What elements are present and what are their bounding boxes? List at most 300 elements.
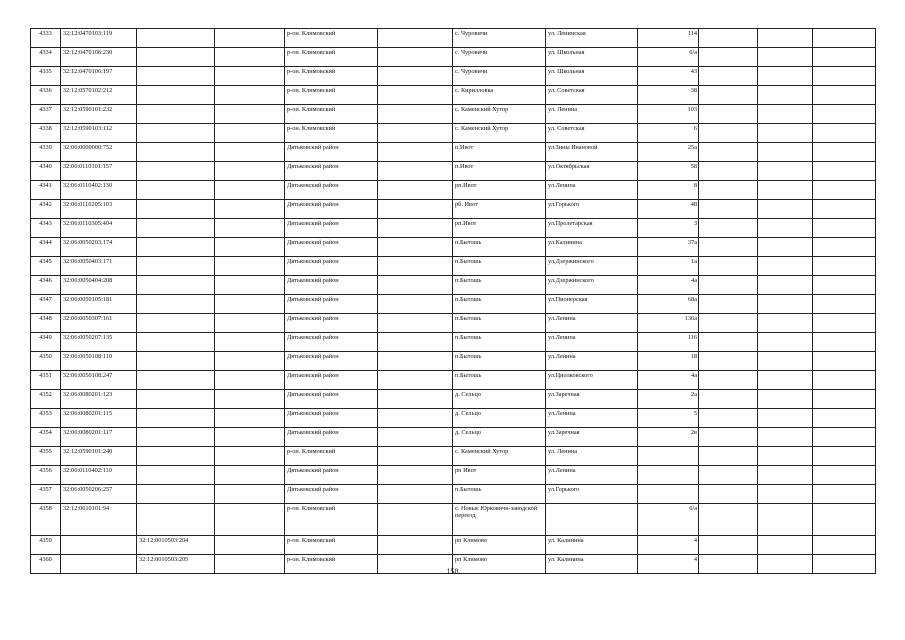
row-number-cell: 4360 [31, 555, 61, 574]
cadastral-number-alt-cell [137, 428, 215, 447]
empty-cell [378, 105, 453, 124]
empty-cell [758, 257, 813, 276]
row-number-cell: 4351 [31, 371, 61, 390]
empty-cell [813, 124, 876, 143]
cadastral-number-alt-cell [137, 86, 215, 105]
table-row [31, 181, 876, 200]
empty-cell [215, 333, 285, 352]
empty-cell [813, 67, 876, 86]
district-cell: Дятьковский район [285, 143, 378, 162]
empty-cell [758, 447, 813, 466]
table-body [31, 29, 876, 574]
locality-cell: д. Сельцо [453, 390, 546, 409]
empty-cell [215, 390, 285, 409]
empty-cell [699, 181, 758, 200]
empty-cell [758, 200, 813, 219]
street-cell: ул. Ленина [546, 105, 638, 124]
empty-cell [813, 295, 876, 314]
empty-cell [758, 276, 813, 295]
table-row [31, 447, 876, 466]
cadastral-number-cell: 32:12:0570102:212 [61, 86, 137, 105]
locality-cell: рб. Ивот [453, 200, 546, 219]
empty-cell [813, 105, 876, 124]
cadastral-number-cell: 32:06:0050403:171 [61, 257, 137, 276]
empty-cell [215, 371, 285, 390]
house-number-cell [638, 466, 699, 485]
empty-cell [378, 29, 453, 48]
empty-cell [758, 48, 813, 67]
cadastral-number-cell [61, 536, 137, 555]
empty-cell [758, 181, 813, 200]
house-number-cell: 2в [638, 428, 699, 447]
cadastral-number-alt-cell [137, 143, 215, 162]
empty-cell [813, 162, 876, 181]
empty-cell [699, 536, 758, 555]
locality-cell: рп Климово [453, 555, 546, 574]
empty-cell [699, 390, 758, 409]
locality-cell: п.Бытошь [453, 352, 546, 371]
district-cell: р-он. Климовский [285, 536, 378, 555]
empty-cell [378, 143, 453, 162]
empty-cell [378, 162, 453, 181]
street-cell: ул.Дзержинского [546, 257, 638, 276]
cadastral-number-alt-cell [137, 276, 215, 295]
locality-cell: с. Кирилловка [453, 86, 546, 105]
street-cell: ул. Ленина [546, 447, 638, 466]
empty-cell [378, 219, 453, 238]
empty-cell [215, 485, 285, 504]
street-cell: ул.Циолковского [546, 371, 638, 390]
empty-cell [378, 238, 453, 257]
locality-cell: с. Чуровичи [453, 29, 546, 48]
locality-cell: п.Бытошь [453, 276, 546, 295]
empty-cell [813, 466, 876, 485]
street-cell: ул.Ленина [546, 466, 638, 485]
empty-cell [813, 333, 876, 352]
registry-sheet [30, 28, 875, 574]
street-cell: ул.Пролетарская [546, 219, 638, 238]
house-number-cell: 103 [638, 105, 699, 124]
cadastral-number-alt-cell [137, 390, 215, 409]
district-cell: Дятьковский район [285, 276, 378, 295]
empty-cell [215, 276, 285, 295]
district-cell: Дятьковский район [285, 352, 378, 371]
house-number-cell: 68а [638, 295, 699, 314]
row-number-cell: 4350 [31, 352, 61, 371]
street-cell: ул. Школьная [546, 67, 638, 86]
empty-cell [215, 536, 285, 555]
table-row [31, 295, 876, 314]
locality-cell: рп Ивот [453, 466, 546, 485]
table-row [31, 143, 876, 162]
locality-cell: п.Ивот [453, 143, 546, 162]
empty-cell [813, 276, 876, 295]
cadastral-number-alt-cell [137, 447, 215, 466]
row-number-cell: 4346 [31, 276, 61, 295]
cadastral-number-cell: 32:06:0050108:247 [61, 371, 137, 390]
district-cell: Дятьковский район [285, 485, 378, 504]
empty-cell [699, 48, 758, 67]
empty-cell [699, 67, 758, 86]
empty-cell [758, 219, 813, 238]
empty-cell [215, 504, 285, 536]
cadastral-number-cell: 32:06:0050203:174 [61, 238, 137, 257]
row-number-cell: 4349 [31, 333, 61, 352]
cadastral-number-cell: 32:12:0590103:112 [61, 124, 137, 143]
locality-cell: рп Климово [453, 536, 546, 555]
empty-cell [758, 504, 813, 536]
district-cell: р-он. Климовский [285, 48, 378, 67]
house-number-cell: 4а [638, 276, 699, 295]
empty-cell [699, 504, 758, 536]
empty-cell [813, 409, 876, 428]
empty-cell [758, 67, 813, 86]
empty-cell [699, 295, 758, 314]
cadastral-number-alt-cell [137, 29, 215, 48]
house-number-cell: 6/а [638, 504, 699, 536]
street-cell: ул.Ленина [546, 314, 638, 333]
locality-cell: п.Бытошь [453, 314, 546, 333]
street-cell: ул.Ленина [546, 333, 638, 352]
empty-cell [378, 86, 453, 105]
empty-cell [813, 181, 876, 200]
empty-cell [378, 485, 453, 504]
table-row [31, 219, 876, 238]
empty-cell [758, 428, 813, 447]
table-row [31, 371, 876, 390]
row-number-cell: 4338 [31, 124, 61, 143]
house-number-cell: 18 [638, 352, 699, 371]
empty-cell [215, 219, 285, 238]
empty-cell [215, 105, 285, 124]
cadastral-number-alt-cell [137, 48, 215, 67]
empty-cell [215, 466, 285, 485]
empty-cell [758, 29, 813, 48]
empty-cell [758, 390, 813, 409]
cadastral-number-cell: 32:06:0080201:117 [61, 428, 137, 447]
row-number-cell: 4341 [31, 181, 61, 200]
empty-cell [699, 257, 758, 276]
street-cell: ул.Октябрьская [546, 162, 638, 181]
cadastral-number-alt-cell [137, 219, 215, 238]
property-registry-table [30, 28, 876, 574]
house-number-cell: 43 [638, 67, 699, 86]
district-cell: Дятьковский район [285, 181, 378, 200]
empty-cell [699, 333, 758, 352]
empty-cell [215, 257, 285, 276]
street-cell: ул. Советская [546, 86, 638, 105]
district-cell: р-он. Климовский [285, 67, 378, 86]
house-number-cell: 48 [638, 200, 699, 219]
empty-cell [699, 124, 758, 143]
empty-cell [378, 314, 453, 333]
empty-cell [758, 352, 813, 371]
cadastral-number-alt-cell: 32:12:0010503:205 [137, 555, 215, 574]
cadastral-number-alt-cell [137, 162, 215, 181]
house-number-cell: 2а [638, 390, 699, 409]
district-cell: Дятьковский район [285, 371, 378, 390]
street-cell: ул. Калинина [546, 555, 638, 574]
empty-cell [215, 409, 285, 428]
district-cell: Дятьковский район [285, 466, 378, 485]
cadastral-number-cell: 32:06:0080201:115 [61, 409, 137, 428]
cadastral-number-alt-cell [137, 333, 215, 352]
empty-cell [813, 536, 876, 555]
locality-cell: п.Ивот [453, 162, 546, 181]
empty-cell [215, 352, 285, 371]
locality-cell: п.Бытошь [453, 238, 546, 257]
row-number-cell: 4344 [31, 238, 61, 257]
district-cell: Дятьковский район [285, 238, 378, 257]
house-number-cell: 4а [638, 371, 699, 390]
table-row [31, 124, 876, 143]
district-cell: р-он. Климовский [285, 504, 378, 536]
cadastral-number-alt-cell [137, 105, 215, 124]
street-cell: ул.Ленина [546, 181, 638, 200]
district-cell: р-он. Климовский [285, 124, 378, 143]
row-number-cell: 4357 [31, 485, 61, 504]
cadastral-number-alt-cell [137, 181, 215, 200]
district-cell: Дятьковский район [285, 428, 378, 447]
empty-cell [378, 48, 453, 67]
empty-cell [378, 295, 453, 314]
row-number-cell: 4334 [31, 48, 61, 67]
table-row [31, 200, 876, 219]
house-number-cell: 6/а [638, 48, 699, 67]
empty-cell [215, 200, 285, 219]
empty-cell [758, 466, 813, 485]
street-cell: ул.Заречная [546, 428, 638, 447]
row-number-cell: 4358 [31, 504, 61, 536]
table-row [31, 466, 876, 485]
empty-cell [215, 124, 285, 143]
empty-cell [758, 295, 813, 314]
empty-cell [699, 105, 758, 124]
table-row [31, 409, 876, 428]
locality-cell: п.Бытошь [453, 485, 546, 504]
district-cell: р-он. Климовский [285, 555, 378, 574]
empty-cell [813, 428, 876, 447]
district-cell: Дятьковский район [285, 409, 378, 428]
row-number-cell: 4348 [31, 314, 61, 333]
empty-cell [699, 447, 758, 466]
table-row [31, 257, 876, 276]
cadastral-number-alt-cell [137, 371, 215, 390]
cadastral-number-cell: 32:06:0110101:157 [61, 162, 137, 181]
cadastral-number-cell: 32:12:0470106:197 [61, 67, 137, 86]
row-number-cell: 4359 [31, 536, 61, 555]
empty-cell [215, 181, 285, 200]
cadastral-number-alt-cell [137, 238, 215, 257]
district-cell: Дятьковский район [285, 333, 378, 352]
cadastral-number-alt-cell [137, 200, 215, 219]
cadastral-number-cell: 32:06:0080201:123 [61, 390, 137, 409]
locality-cell: с. Чуровичи [453, 48, 546, 67]
cadastral-number-alt-cell [137, 485, 215, 504]
district-cell: Дятьковский район [285, 162, 378, 181]
empty-cell [215, 238, 285, 257]
street-cell: ул.Горького [546, 485, 638, 504]
table-row [31, 485, 876, 504]
empty-cell [378, 504, 453, 536]
house-number-cell: 58 [638, 162, 699, 181]
house-number-cell: 114 [638, 29, 699, 48]
empty-cell [699, 29, 758, 48]
cadastral-number-cell: 32:06:0050105:181 [61, 295, 137, 314]
cadastral-number-alt-cell [137, 124, 215, 143]
district-cell: Дятьковский район [285, 257, 378, 276]
row-number-cell: 4342 [31, 200, 61, 219]
empty-cell [378, 409, 453, 428]
cadastral-number-cell: 32:06:0110402:110 [61, 466, 137, 485]
empty-cell [758, 162, 813, 181]
empty-cell [215, 447, 285, 466]
empty-cell [699, 86, 758, 105]
locality-cell: с. Новые Юрковичи-заводской переезд [453, 504, 546, 536]
empty-cell [215, 428, 285, 447]
table-row [31, 238, 876, 257]
empty-cell [758, 143, 813, 162]
empty-cell [813, 485, 876, 504]
street-cell: ул. Калинина [546, 536, 638, 555]
empty-cell [699, 143, 758, 162]
empty-cell [758, 238, 813, 257]
empty-cell [215, 295, 285, 314]
empty-cell [758, 124, 813, 143]
empty-cell [758, 105, 813, 124]
house-number-cell: 37а [638, 238, 699, 257]
district-cell: р-он. Климовский [285, 447, 378, 466]
empty-cell [378, 333, 453, 352]
locality-cell: с. Каменский Хутор [453, 124, 546, 143]
table-row [31, 162, 876, 181]
locality-cell: рп.Ивот [453, 219, 546, 238]
house-number-cell: 38 [638, 86, 699, 105]
house-number-cell: 5 [638, 409, 699, 428]
empty-cell [378, 371, 453, 390]
locality-cell: д. Сельцо [453, 409, 546, 428]
empty-cell [813, 238, 876, 257]
locality-cell: рп.Ивот [453, 181, 546, 200]
empty-cell [813, 447, 876, 466]
empty-cell [378, 200, 453, 219]
cadastral-number-cell: 32:06:0050206:257 [61, 485, 137, 504]
cadastral-number-alt-cell [137, 409, 215, 428]
table-row [31, 29, 876, 48]
empty-cell [699, 409, 758, 428]
street-cell: ул.Ленина [546, 352, 638, 371]
house-number-cell: 4 [638, 555, 699, 574]
table-row [31, 276, 876, 295]
locality-cell: с. Каменский Хутор [453, 105, 546, 124]
empty-cell [813, 371, 876, 390]
row-number-cell: 4337 [31, 105, 61, 124]
empty-cell [378, 447, 453, 466]
district-cell: р-он. Климовский [285, 29, 378, 48]
empty-cell [378, 428, 453, 447]
table-row [31, 390, 876, 409]
street-cell: ул. Ленинская [546, 29, 638, 48]
empty-cell [813, 48, 876, 67]
district-cell: Дятьковский район [285, 295, 378, 314]
locality-cell: с. Каменский Хутор [453, 447, 546, 466]
cadastral-number-cell: 32:12:0470103:119 [61, 29, 137, 48]
district-cell: Дятьковский район [285, 200, 378, 219]
cadastral-number-alt-cell [137, 295, 215, 314]
empty-cell [699, 238, 758, 257]
empty-cell [215, 29, 285, 48]
cadastral-number-cell: 32:06:0050307:161 [61, 314, 137, 333]
cadastral-number-alt-cell: 32:12:0010503:204 [137, 536, 215, 555]
empty-cell [699, 466, 758, 485]
cadastral-number-alt-cell [137, 352, 215, 371]
street-cell: ул.Дзержинского [546, 276, 638, 295]
empty-cell [758, 371, 813, 390]
house-number-cell: 136а [638, 314, 699, 333]
empty-cell [813, 86, 876, 105]
empty-cell [378, 536, 453, 555]
row-number-cell: 4355 [31, 447, 61, 466]
table-row [31, 86, 876, 105]
cadastral-number-cell: 32:06:0110205:103 [61, 200, 137, 219]
table-row [31, 352, 876, 371]
empty-cell [215, 67, 285, 86]
table-row [31, 314, 876, 333]
empty-cell [699, 162, 758, 181]
cadastral-number-alt-cell [137, 257, 215, 276]
empty-cell [378, 390, 453, 409]
district-cell: р-он. Климовский [285, 86, 378, 105]
empty-cell [758, 409, 813, 428]
empty-cell [758, 536, 813, 555]
empty-cell [378, 181, 453, 200]
street-cell: ул.Зины Ивановой [546, 143, 638, 162]
empty-cell [699, 314, 758, 333]
locality-cell: п.Бытошь [453, 295, 546, 314]
empty-cell [813, 504, 876, 536]
locality-cell: п.Бытошь [453, 257, 546, 276]
district-cell: Дятьковский район [285, 219, 378, 238]
row-number-cell: 4353 [31, 409, 61, 428]
empty-cell [813, 257, 876, 276]
cadastral-number-alt-cell [137, 504, 215, 536]
table-row [31, 333, 876, 352]
street-cell: ул.Горького [546, 200, 638, 219]
house-number-cell: 25а [638, 143, 699, 162]
empty-cell [758, 314, 813, 333]
cadastral-number-cell: 32:12:0590101:232 [61, 105, 137, 124]
street-cell: ул.Заречная [546, 390, 638, 409]
cadastral-number-cell: 32:06:0050108:110 [61, 352, 137, 371]
street-cell: ул. Школьная [546, 48, 638, 67]
table-row [31, 504, 876, 536]
district-cell: Дятьковский район [285, 314, 378, 333]
house-number-cell: 8 [638, 181, 699, 200]
row-number-cell: 4352 [31, 390, 61, 409]
locality-cell: д. Сельцо [453, 428, 546, 447]
empty-cell [378, 466, 453, 485]
empty-cell [215, 162, 285, 181]
empty-cell [813, 314, 876, 333]
empty-cell [378, 276, 453, 295]
row-number-cell: 4340 [31, 162, 61, 181]
district-cell: р-он. Климовский [285, 105, 378, 124]
cadastral-number-cell: 32:06:0050404:208 [61, 276, 137, 295]
empty-cell [758, 86, 813, 105]
empty-cell [758, 485, 813, 504]
cadastral-number-cell: 32:06:0000000:752 [61, 143, 137, 162]
cadastral-number-cell: 32:06:0050207:135 [61, 333, 137, 352]
